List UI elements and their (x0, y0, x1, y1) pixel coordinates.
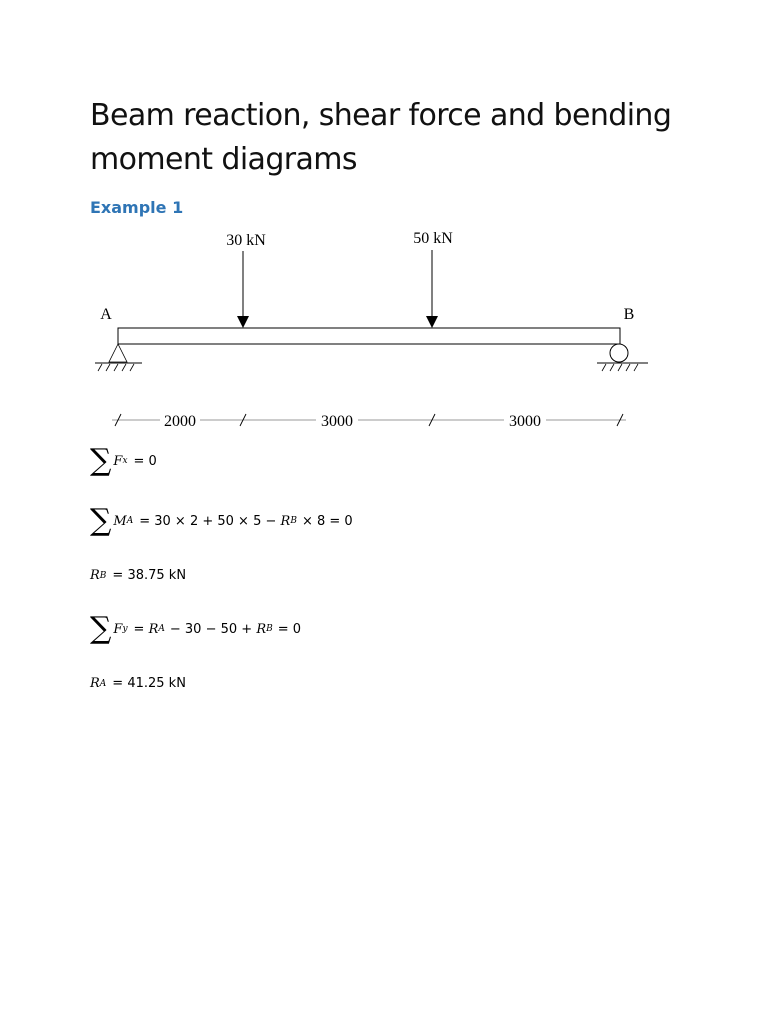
support-label-b: B (623, 306, 635, 323)
sigma-symbol: ∑ (90, 503, 112, 538)
dimension-label-2: 3000 (321, 413, 353, 430)
load-arrow-50kn (426, 250, 438, 328)
pin-support-a (95, 344, 142, 371)
page-title: Beam reaction, shear force and bending moment diagrams (90, 98, 672, 177)
sigma-symbol: ∑ (90, 443, 112, 478)
beam (118, 328, 620, 344)
sigma-symbol: ∑ (90, 611, 112, 646)
dimension-label-3: 3000 (509, 413, 541, 430)
equation-ra-result: R A = 41.25 kN (90, 676, 186, 691)
load-arrow-30kn (237, 251, 249, 328)
equation-sum-fx: ∑ F x = 0 (90, 443, 157, 478)
dimension-label-1: 2000 (164, 413, 196, 430)
load-label-30kn: 30 kN (226, 232, 266, 249)
equation-sum-ma: ∑ M A = 30 × 2 + 50 × 5 − R B × 8 = 0 (90, 503, 353, 538)
load-label-50kn: 50 kN (413, 230, 453, 247)
example-heading: Example 1 (90, 198, 184, 217)
roller-support-b (597, 344, 648, 371)
equation-rb-result: R B = 38.75 kN (90, 568, 187, 583)
beam-diagram (0, 0, 768, 440)
equation-sum-fy: ∑ F y = R A − 30 − 50 + R B = 0 (90, 611, 302, 646)
support-label-a: A (100, 306, 112, 323)
